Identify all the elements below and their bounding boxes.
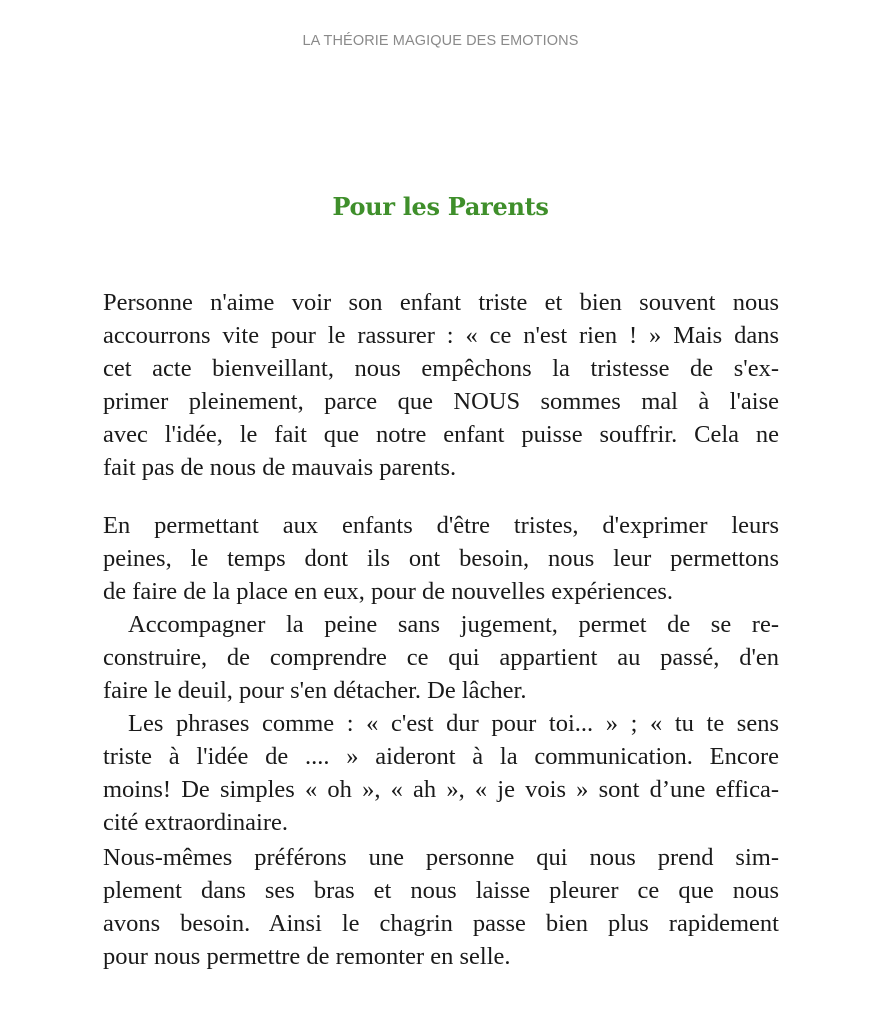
text-line: accourrons vite pour le rassurer : « ce n'est rien ! » Mais dans — [103, 322, 779, 349]
body-block-1 — [103, 286, 779, 484]
section-title: Pour les Parents — [332, 192, 549, 221]
text-line: avons besoin. Ainsi le chagrin passe bien plus rapidement — [103, 910, 779, 937]
text-line: Les phrases comme : « c'est dur pour toi... » ; « tu te sens — [128, 710, 779, 737]
text-line: pour nous permettre de remonter en selle. — [103, 943, 511, 970]
body-block-3 — [103, 841, 779, 973]
text-line: construire, de comprendre ce qui appartient au passé, d'en — [103, 644, 779, 671]
text-line: Personne n'aime voir son enfant triste et bien souvent nous — [103, 289, 779, 316]
paragraph-5 — [103, 841, 779, 973]
text-line: cet acte bienveillant, nous empêchons la tristesse de s'ex- — [103, 355, 779, 382]
text-line: fait pas de nous de mauvais parents. — [103, 454, 457, 481]
text-line: avec l'idée, le fait que notre enfant puisse souffrir. Cela ne — [103, 421, 779, 448]
text-line: de faire de la place en eux, pour de nouvelles expériences. — [103, 578, 674, 605]
text-line: triste à l'idée de .... » aideront à la communication. Encore — [103, 743, 779, 770]
running-header: LA THÉORIE MAGIQUE DES EMOTIONS — [302, 33, 579, 49]
text-line: faire le deuil, pour s'en détacher. De lâcher. — [103, 677, 527, 704]
paragraph-4 — [103, 707, 779, 839]
text-line: En permettant aux enfants d'être tristes, d'exprimer leurs — [103, 512, 779, 539]
text-line: peines, le temps dont ils ont besoin, nous leur permettons — [103, 545, 779, 572]
text-line: Nous-mêmes préférons une personne qui nous prend sim- — [103, 844, 779, 871]
text-line: cité extraordinaire. — [103, 809, 289, 836]
paragraph-3 — [103, 608, 779, 707]
text-line: Accompagner la peine sans jugement, permet de se re- — [128, 611, 779, 638]
body-block-2 — [103, 509, 779, 839]
text-line: plement dans ses bras et nous laisse pleurer ce que nous — [103, 877, 779, 904]
text-line: primer pleinement, parce que NOUS sommes mal à l'aise — [103, 388, 779, 415]
paragraph-1 — [103, 286, 779, 484]
paragraph-2 — [103, 509, 779, 608]
text-line: moins! De simples « oh », « ah », « je vois » sont d’une effica- — [103, 776, 779, 803]
